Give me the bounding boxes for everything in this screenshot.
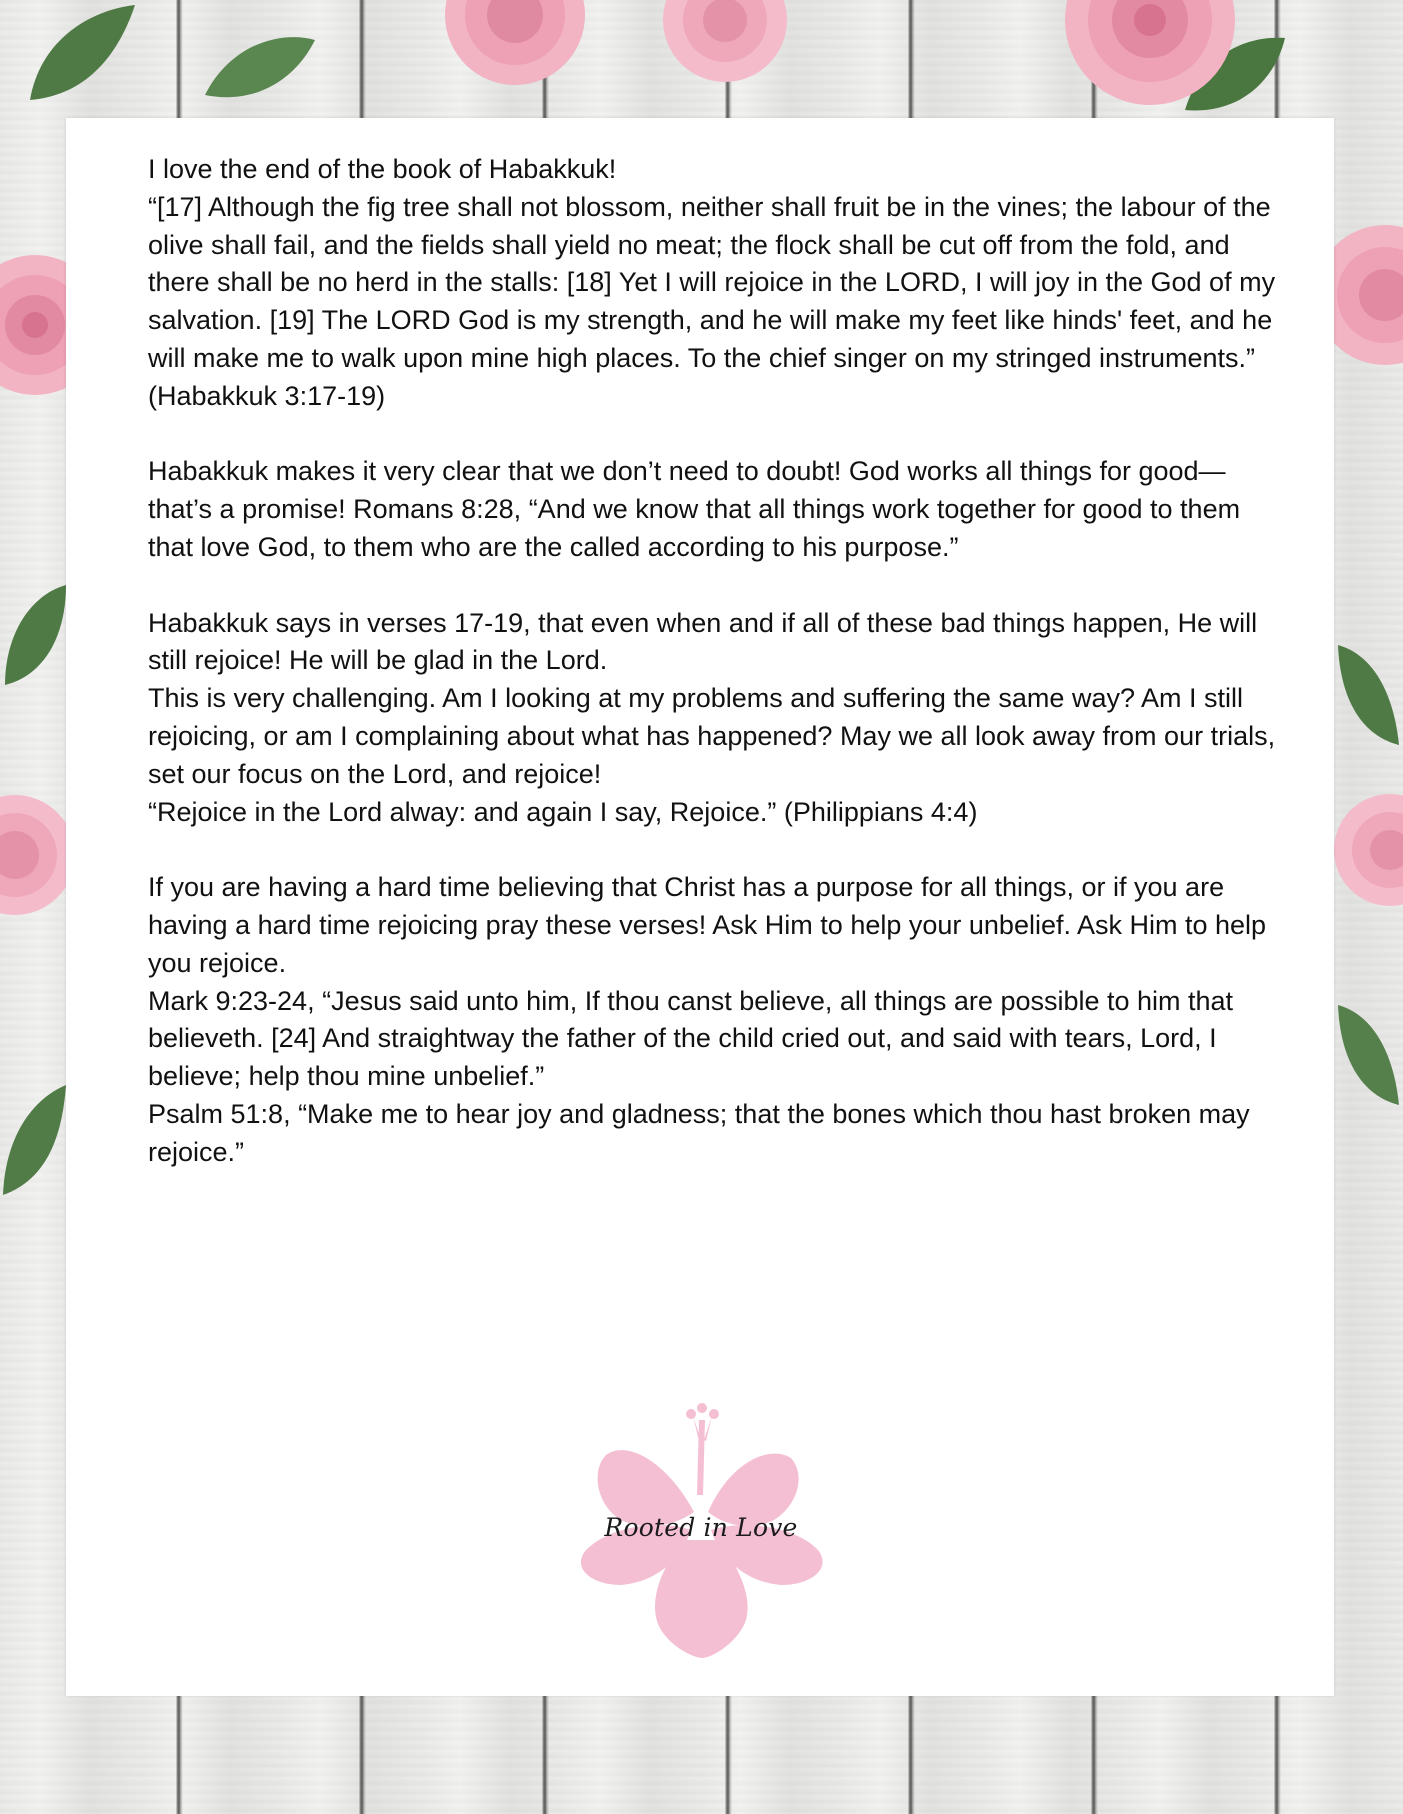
challenge-paragraph: This is very challenging. Am I looking at my problems and suffering the same way? Am I still rejoicing, or am I complaining about what has happened? May we all look away from our trials, set our focus on the Lord, and rejoice! — [148, 683, 1276, 789]
paragraph-spacer — [148, 416, 1278, 454]
habakkuk-quote: “[17] Although the fig tree shall not blossom, neither shall fruit be in the vines; the labour of the olive shall fail, and the fields shall yield no meat; the flock shall be cut off from the fold, and there shall be no herd in the stalls: [18] Yet I will rejoice in the LORD, I will joy in the God of my salvation. [19] The LORD God is my strength, and he will make my feet like hinds' feet, and he will make me to walk upon mine high places. To the chief singer on my stringed instruments.” (Habakkuk 3:17-19) — [148, 191, 1276, 411]
prayer-paragraph: If you are having a hard time believing that Christ has a purpose for all things, or if you are having a hard time rejoicing pray these verses! Ask Him to help your unbelief. Ask Him to help you rejoice. — [148, 872, 1267, 978]
romans-paragraph: Habakkuk makes it very clear that we don’t need to doubt! God works all things for good—that’s a promise! Romans 8:28, “And we know that all things work together for good to them that love God, to them who are the called according to his purpose.” — [148, 456, 1241, 562]
rooted-in-love-logo — [566, 1400, 836, 1660]
rejoice-paragraph: Habakkuk says in verses 17-19, that even when and if all of these bad things happen, He will still rejoice! He will be glad in the Lord. — [148, 607, 1258, 676]
mark-quote: Mark 9:23-24, “Jesus said unto him, If thou canst believe, all things are possible to him that believeth. [24] And straightway the father of the child cried out, and said with tears, Lord, I believe; help thou mine unbelief.” — [148, 985, 1234, 1092]
paragraph-spacer — [148, 831, 1278, 869]
philippians-quote: “Rejoice in the Lord alway: and again I say, Rejoice.” (Philippians 4:4) — [148, 796, 978, 827]
logo-text: Rooted in Love — [604, 1513, 798, 1542]
document-page — [66, 118, 1334, 1696]
devotional-text — [148, 151, 1278, 1172]
paragraph-spacer — [148, 567, 1278, 605]
psalm-quote: Psalm 51:8, “Make me to hear joy and gladness; that the bones which thou hast broken may rejoice.” — [148, 1098, 1250, 1167]
intro-line: I love the end of the book of Habakkuk! — [148, 154, 617, 184]
